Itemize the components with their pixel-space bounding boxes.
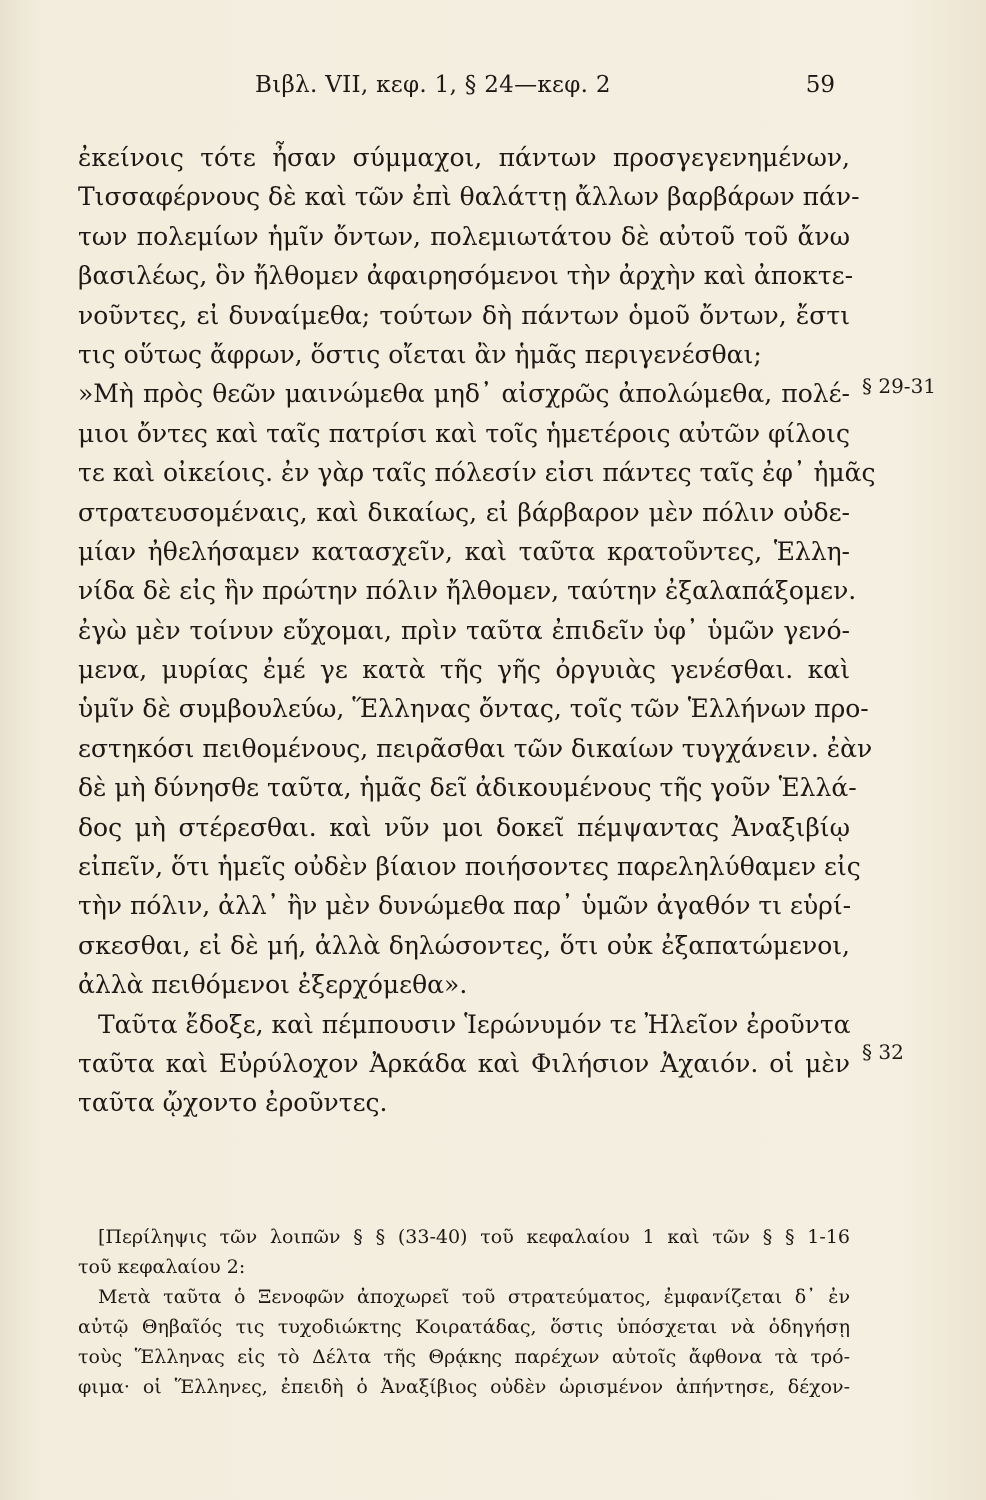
text-line: Τισσαφέρνους δὲ καὶ τῶν ἐπὶ θαλάττῃ ἄλλων βαρβάρων πάν- xyxy=(78,182,860,212)
text-line: Ταῦτα ἔδοξε, καὶ πέμπουσιν Ἱερώνυμόν τε Ἠλεῖον ἐροῦντα xyxy=(98,1009,851,1039)
note-line: τοῦ κεφαλαίου 2: xyxy=(78,1256,246,1278)
note-line: [Περίληψις τῶν λοιπῶν § § (33-40) τοῦ κεφαλαίου 1 καὶ τῶν § § 1-16 xyxy=(98,1226,850,1248)
note-line: φιμα· οἱ Ἕλληνες, ἐπειδὴ ὁ Ἀναξίβιος οὐδὲν ὡρισμένον ἀπήντησε, δέχον- xyxy=(78,1376,850,1398)
text-line: ταῦτα καὶ Εὐρύλοχον Ἀρκάδα καὶ Φιλήσιον Ἀχαιόν. οἱ μὲν xyxy=(78,1048,850,1078)
margin-section-ref: § 32 xyxy=(862,1040,904,1064)
text-line: μενα, μυρίας ἐμέ γε κατὰ τῆς γῆς ὀργυιὰς γενέσθαι. καὶ xyxy=(78,655,850,685)
text-line: τις οὕτως ἄφρων, ὅστις οἴεται ἂν ἡμᾶς περιγενέσθαι; xyxy=(78,339,762,369)
text-line: σκεσθαι, εἰ δὲ μή, ἀλλὰ δηλώσοντες, ὅτι οὐκ ἐξαπατώμενοι, xyxy=(78,930,850,960)
note-line: αὐτῷ Θηβαῖός τις τυχοδιώκτης Κοιρατάδας, ὅστις ὑπόσχεται νὰ ὁδηγήσῃ xyxy=(78,1316,850,1338)
text-line: νίδα δὲ εἰς ἣν πρώτην πόλιν ἤλθομεν, ταύτην ἐξαλαπάξομεν. xyxy=(78,576,857,606)
page-header xyxy=(255,72,835,106)
text-line: νοῦντες, εἰ δυναίμεθα; τούτων δὴ πάντων ὁμοῦ ὄντων, ἔστι xyxy=(78,300,850,330)
text-line: των πολεμίων ἡμῖν ὄντων, πολεμιωτάτου δὲ αὐτοῦ τοῦ ἄνω xyxy=(78,221,850,251)
text-line: δὲ μὴ δύνησθε ταῦτα, ἡμᾶς δεῖ ἀδικουμένους τῆς γοῦν Ἑλλά- xyxy=(78,773,857,803)
text-line: μιοι ὄντες καὶ ταῖς πατρίσι καὶ τοῖς ἡμετέροις αὐτῶν φίλοις xyxy=(78,418,850,448)
main-text xyxy=(78,138,876,1123)
text-line: εστηκόσι πειθομένους, πειρᾶσθαι τῶν δικαίων τυγχάνειν. ἐὰν xyxy=(78,733,873,763)
text-line: τε καὶ οἰκείοις. ἐν γὰρ ταῖς πόλεσίν εἰσι πάντες ταῖς ἐφ᾽ ἡμᾶς xyxy=(78,458,876,488)
running-head: Βιβλ. VII, κεφ. 1, § 24—κεφ. 2 xyxy=(255,72,611,98)
text-line: εἰπεῖν, ὅτι ἡμεῖς οὐδὲν βίαιον ποιήσοντες παρεληλύθαμεν εἰς xyxy=(78,852,861,882)
margin-section-ref: § 29-31 xyxy=(862,374,937,398)
page-number: 59 xyxy=(805,72,835,98)
note-line: τοὺς Ἕλληνας εἰς τὸ Δέλτα τῆς Θρᾴκης παρέχων αὐτοῖς ἄφθονα τὰ τρό- xyxy=(78,1346,850,1368)
summary-note xyxy=(78,1222,850,1402)
note-line: Μετὰ ταῦτα ὁ Ξενοφῶν ἀποχωρεῖ τοῦ στρατεύματος, ἐμφανίζεται δ᾽ ἐν xyxy=(98,1286,850,1308)
text-line: μίαν ἠθελήσαμεν κατασχεῖν, καὶ ταῦτα κρατοῦντες, Ἑλλη- xyxy=(78,536,850,566)
text-line: ταῦτα ᾤχοντο ἐροῦντες. xyxy=(78,1088,388,1118)
text-line: ἐκείνοις τότε ἦσαν σύμμαχοι, πάντων προσγεγενημένων, xyxy=(78,143,850,172)
text-line: ἐγὼ μὲν τοίνυν εὔχομαι, πρὶν ταῦτα ἐπιδεῖν ὑφ᾽ ὑμῶν γενό- xyxy=(78,615,850,645)
text-line: βασιλέως, ὃν ἤλθομεν ἀφαιρησόμενοι τὴν ἀρχὴν καὶ ἀποκτε- xyxy=(78,261,854,291)
text-line: στρατευσομέναις, καὶ δικαίως, εἰ βάρβαρον μὲν πόλιν οὐδε- xyxy=(78,497,850,527)
text-line: ὑμῖν δὲ συμβουλεύω, Ἕλληνας ὄντας, τοῖς τῶν Ἑλλήνων προ- xyxy=(78,694,869,724)
text-line: »Μὴ πρὸς θεῶν μαινώμεθα μηδ᾽ αἰσχρῶς ἀπολώμεθα, πολέ- xyxy=(78,379,850,409)
text-line: τὴν πόλιν, ἀλλ᾽ ἢν μὲν δυνώμεθα παρ᾽ ὑμῶν ἀγαθόν τι εὑρί- xyxy=(78,891,852,921)
text-line: ἀλλὰ πειθόμενοι ἐξερχόμεθα». xyxy=(78,970,468,1000)
text-line: δος μὴ στέρεσθαι. καὶ νῦν μοι δοκεῖ πέμψαντας Ἀναξιβίῳ xyxy=(78,812,850,842)
